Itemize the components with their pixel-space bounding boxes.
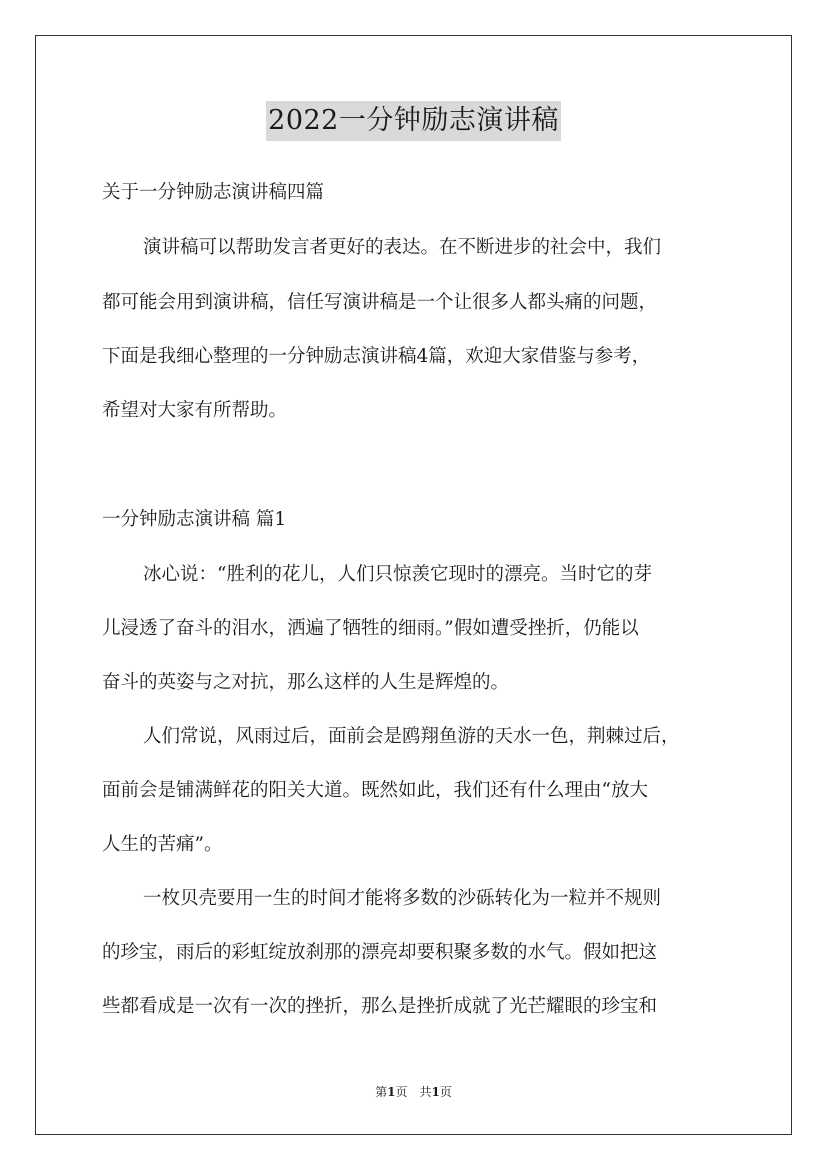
footer-page-current: 1 bbox=[387, 1085, 396, 1099]
body-line-2: 儿浸透了奋斗的泪水，洒遍了牺牲的细雨。”假如遭受挫折，仍能以 bbox=[102, 618, 639, 639]
footer-page-prefix: 第 bbox=[375, 1085, 388, 1099]
section-heading: 一分钟励志演讲稿 篇1 bbox=[102, 509, 287, 530]
body-line-3: 奋斗的英姿与之对抗，那么这样的人生是辉煌的。 bbox=[102, 672, 510, 693]
body-line-9: 些都看成是一次有一次的挫折，那么是挫折成就了光芒耀眼的珍宝和 bbox=[102, 996, 658, 1017]
body-line-6: 人生的苦痛”。 bbox=[102, 834, 223, 855]
body-line-8: 的珍宝，雨后的彩虹绽放刹那的漂亮却要积聚多数的水气。假如把这 bbox=[102, 942, 658, 963]
page-footer bbox=[0, 1083, 827, 1101]
footer-page-mid: 页 共 bbox=[395, 1085, 432, 1099]
title-container bbox=[0, 101, 827, 141]
intro-line-4: 希望对大家有所帮助。 bbox=[102, 400, 288, 421]
document-subtitle: 关于一分钟励志演讲稿四篇 bbox=[102, 182, 325, 203]
footer-page-total: 1 bbox=[431, 1085, 440, 1099]
intro-line-3: 下面是我细心整理的一分钟励志演讲稿4篇，欢迎大家借鉴与参考， bbox=[102, 346, 651, 367]
intro-line-2: 都可能会用到演讲稿，信任写演讲稿是一个让很多人都头痛的问题， bbox=[102, 292, 658, 313]
body-line-4: 人们常说，风雨过后，面前会是鸥翔鱼游的天水一色，荆棘过后， bbox=[143, 726, 680, 747]
document-title: 2022一分钟励志演讲稿 bbox=[266, 101, 561, 141]
intro-line-1: 演讲稿可以帮助发言者更好的表达。在不断进步的社会中，我们 bbox=[143, 237, 662, 258]
footer-page-suffix: 页 bbox=[439, 1085, 452, 1099]
body-line-5: 面前会是铺满鲜花的阳关大道。既然如此，我们还有什么理由“放大 bbox=[102, 780, 648, 801]
body-line-7: 一枚贝壳要用一生的时间才能将多数的沙砾转化为一粒并不规则 bbox=[143, 888, 662, 909]
body-line-1: 冰心说：“胜利的花儿，人们只惊羡它现时的漂亮。当时它的芽 bbox=[143, 564, 652, 585]
